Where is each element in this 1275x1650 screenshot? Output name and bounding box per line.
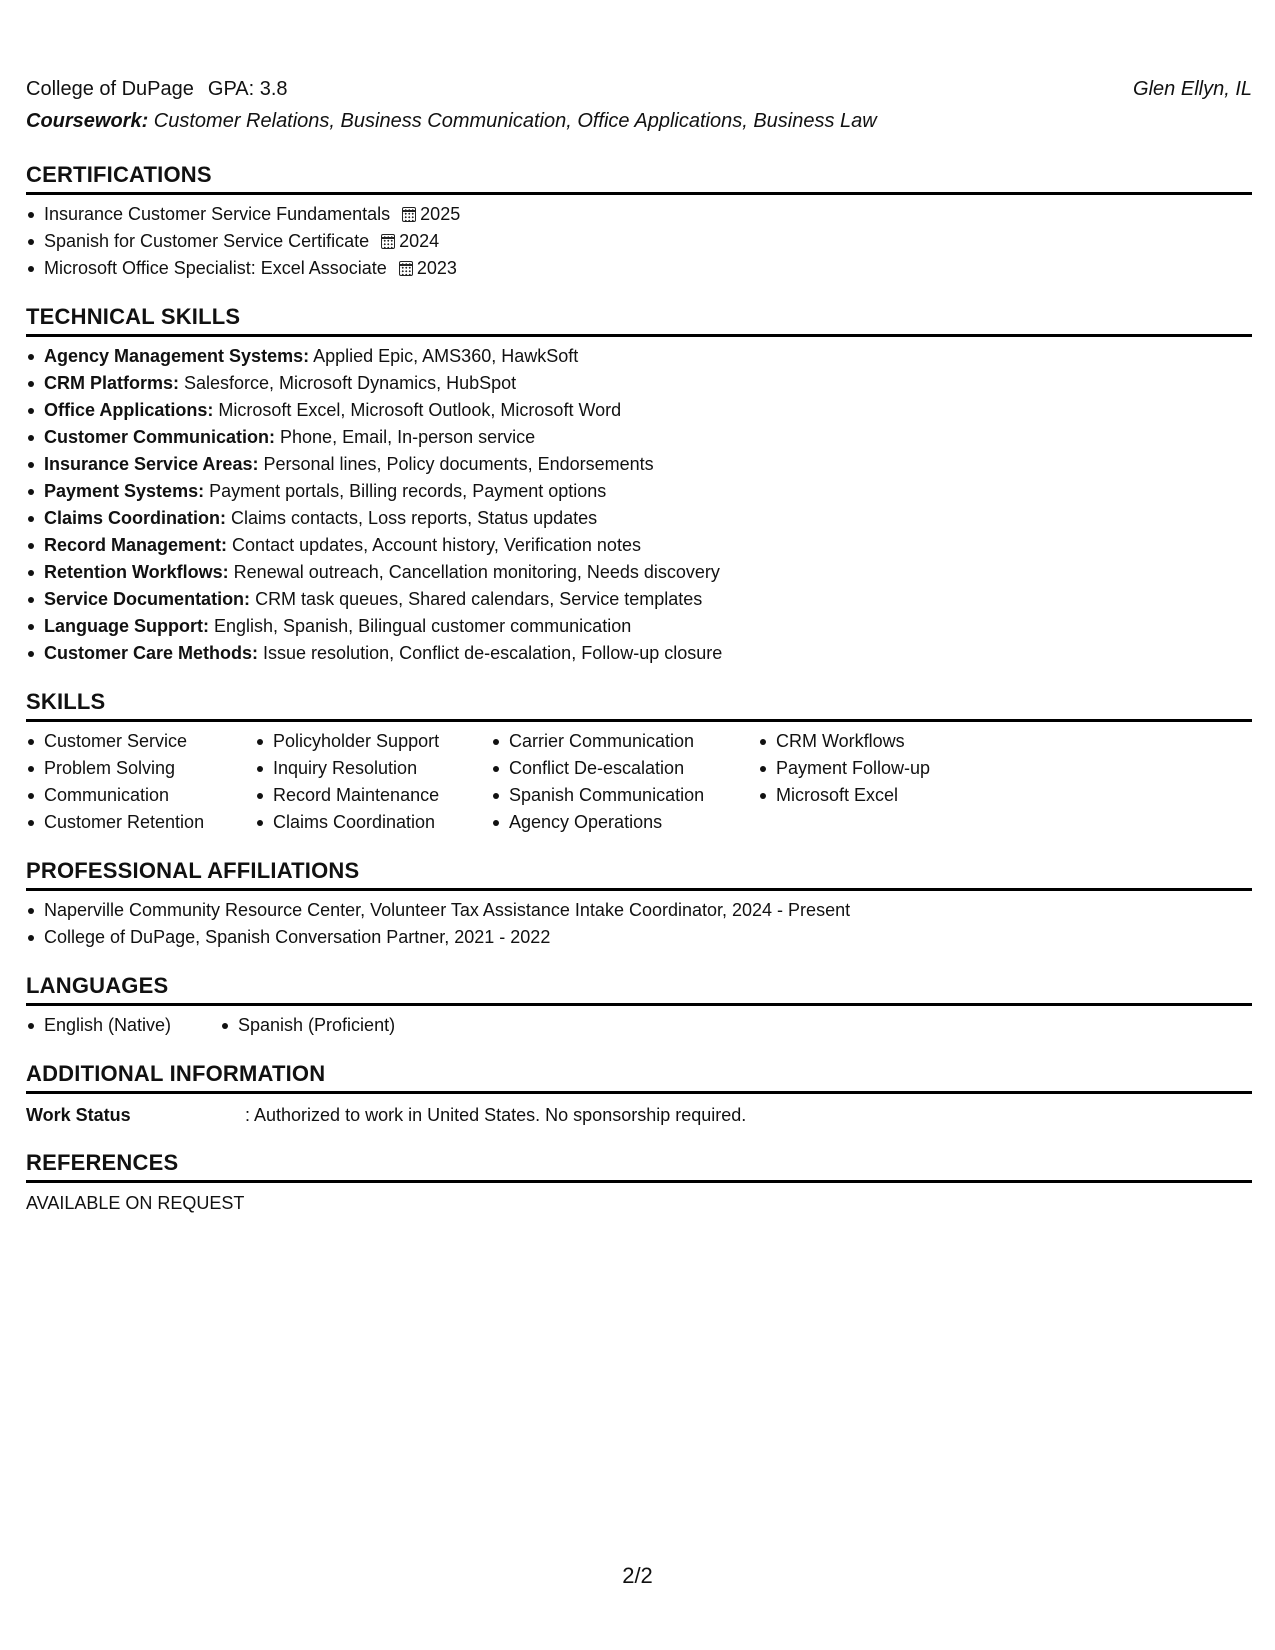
resume-page [26,78,1252,1214]
technical-skill-value: English, Spanish, Bilingual customer communication [209,616,632,636]
technical-skill-value: Personal lines, Policy documents, Endorsements [258,454,654,474]
school-location: Glen Ellyn, IL [1133,78,1252,100]
technical-skill-label: Language Support: [44,616,209,636]
technical-skill-item [44,532,1252,559]
technical-skill-value: Microsoft Excel, Microsoft Outlook, Microsoft Word [213,400,622,420]
technical-skill-label: Agency Management Systems: [44,346,310,366]
technical-skill-value: Applied Epic, AMS360, HawkSoft [309,346,579,366]
gpa: GPA: 3.8 [207,78,288,100]
skill-item: Spanish Communication [509,782,758,809]
references-text: AVAILABLE ON REQUEST [26,1193,245,1213]
certification-item [44,228,1252,255]
technical-skill-item [44,586,1252,613]
technical-skill-item [44,613,1252,640]
skills-title: SKILLS [26,689,1252,722]
skills-column [491,728,758,836]
skill-item: Inquiry Resolution [273,755,491,782]
technical-skill-label: Retention Workflows: [44,562,229,582]
technical-skill-label: Customer Care Methods: [44,643,259,663]
coursework [26,110,1252,140]
affiliation-item: Naperville Community Resource Center, Volunteer Tax Assistance Intake Coordinator, 2024 - Present [44,897,1252,924]
technical-skill-label: Claims Coordination: [44,508,227,528]
technical-skill-label: Payment Systems: [44,481,205,501]
calendar-icon [381,234,395,249]
language-item: English (Native) [44,1012,220,1039]
technical-skill-label: Office Applications: [44,400,214,420]
technical-skill-item [44,370,1252,397]
education-header [26,78,1252,108]
certification-year: 2023 [416,258,457,278]
technical-skill-label: Service Documentation: [44,589,251,609]
skill-item: Payment Follow-up [776,755,996,782]
work-status-label: Work Status [26,1105,131,1125]
skill-item: Microsoft Excel [776,782,996,809]
certifications-list [26,201,1252,282]
languages-column [26,1012,220,1039]
skill-item: Customer Retention [44,809,255,836]
coursework-text: Customer Relations, Business Communication, Office Applications, Business Law [148,110,877,132]
coursework-label: Coursework: [26,110,149,132]
skills-grid [26,728,1252,836]
skill-item: Conflict De-escalation [509,755,758,782]
affiliation-item: College of DuPage, Spanish Conversation Partner, 2021 - 2022 [44,924,1252,951]
page-number: 2/2 [622,1563,653,1588]
school-name: College of DuPage [26,78,194,100]
technical-skill-item [44,343,1252,370]
skill-item: CRM Workflows [776,728,996,755]
certification-name: Spanish for Customer Service Certificate [44,231,370,251]
skill-item: Communication [44,782,255,809]
calendar-icon [399,261,413,276]
skills-column [255,728,491,836]
technical-skill-item [44,451,1252,478]
language-item: Spanish (Proficient) [238,1012,395,1039]
additional-info-title: ADDITIONAL INFORMATION [26,1061,1252,1094]
technical-skills-list [26,343,1252,667]
certification-name: Insurance Customer Service Fundamentals [44,204,391,224]
skill-item: Policyholder Support [273,728,491,755]
technical-skill-value: Salesforce, Microsoft Dynamics, HubSpot [179,373,517,393]
calendar-icon [402,207,416,222]
technical-skill-value: Contact updates, Account history, Verification notes [227,535,641,555]
certification-item [44,255,1252,282]
certifications-title: CERTIFICATIONS [26,162,1252,195]
skill-item: Agency Operations [509,809,758,836]
languages-column [220,1012,395,1039]
affiliations-title: PROFESSIONAL AFFILIATIONS [26,858,1252,891]
skill-item: Claims Coordination [273,809,491,836]
skill-item: Carrier Communication [509,728,758,755]
certification-year: 2024 [399,231,440,251]
references-title: REFERENCES [26,1150,1252,1183]
technical-skill-value: Phone, Email, In-person service [275,427,536,447]
technical-skill-value: Issue resolution, Conflict de-escalation, Follow-up closure [258,643,723,663]
skill-item: Record Maintenance [273,782,491,809]
education-school-block [26,78,302,101]
certification-year: 2025 [420,204,461,224]
technical-skill-value: Payment portals, Billing records, Payment options [204,481,607,501]
technical-skill-label: Insurance Service Areas: [44,454,259,474]
technical-skills-title: TECHNICAL SKILLS [26,304,1252,337]
technical-skill-item [44,505,1252,532]
technical-skill-item [44,559,1252,586]
technical-skill-item [44,478,1252,505]
work-status-value: : Authorized to work in United States. No sponsorship required. [245,1105,747,1125]
technical-skill-value: CRM task queues, Shared calendars, Service templates [250,589,703,609]
technical-skill-value: Renewal outreach, Cancellation monitoring, Needs discovery [228,562,720,582]
technical-skill-value: Claims contacts, Loss reports, Status updates [226,508,598,528]
languages-title: LANGUAGES [26,973,1252,1006]
certification-name: Microsoft Office Specialist: Excel Associate [44,258,387,278]
technical-skill-label: Customer Communication: [44,427,276,447]
technical-skill-item [44,397,1252,424]
skills-column [26,728,255,836]
technical-skill-item [44,640,1252,667]
skills-column [758,728,996,836]
work-status-row [26,1102,1252,1128]
affiliations-list [26,897,1252,951]
skill-item: Customer Service [44,728,255,755]
certification-item [44,201,1252,228]
skill-item: Problem Solving [44,755,255,782]
technical-skill-label: CRM Platforms: [44,373,180,393]
technical-skill-label: Record Management: [44,535,228,555]
languages-row [26,1012,1252,1039]
technical-skill-item [44,424,1252,451]
